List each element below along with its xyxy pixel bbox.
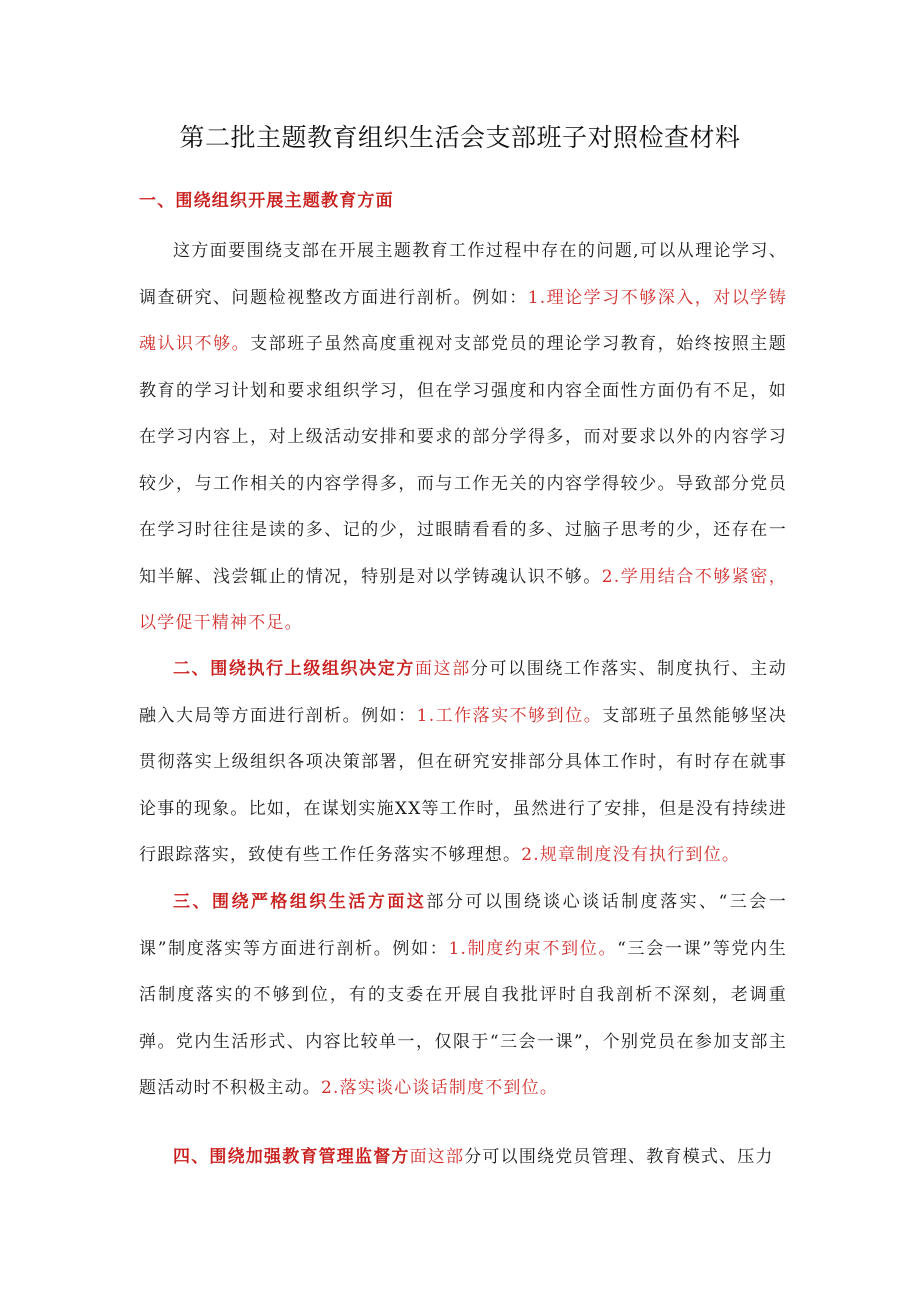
section-1-heading [139, 178, 787, 225]
section-2-point-1: 1.工作落实不够到位。 [416, 705, 603, 726]
section-1-point-2: 2.学用结合不够紧密，以学促干精神不足。 [139, 566, 788, 633]
section-3-paragraph [139, 879, 787, 1112]
section-4-heading: 四、围绕加强教育管理监督方 [173, 1147, 410, 1167]
section-3-text-a: 部分可以围绕谈心谈话制度落实、“三会一课”制度落实等方面进行剖析。例如： [139, 892, 787, 959]
section-2-heading-tail: 面这部 [415, 659, 471, 679]
section-2-heading: 二、围绕执行上级组织决定方 [173, 659, 416, 679]
section-1-text-b: 支部班子虽然高度重视对支部党员的理论学习教育，始终按照主题教育的学习计划和要求组织学习，但在学习强度和内容全面性方面仍有不足，如在学习内容上，对上级活动安排和要求的部分学得多，而对要求以外的内容学习较少，与工作相关的内容学得多，而与工作无关的内容学得较少。导致部分党员在学习时往往是读的多、记的少，过眼睛看看的多、过脑子思考的少，还存在一知半解、浅尝辄止的情况，特别是对以学铸魂认识不够。 [139, 334, 787, 587]
document-title: 第二批主题教育组织生活会支部班子对照检查材料 [179, 123, 741, 152]
section-2-point-2: 2.规章制度没有执行到位。 [521, 845, 741, 865]
section-1-paragraph [139, 228, 787, 647]
section-1-point-1: 1.理论学习不够深入，对以学铸魂认识不够。 [139, 287, 787, 354]
section-4-paragraph [139, 1134, 787, 1181]
section-2-paragraph [139, 646, 787, 879]
section-3-point-1: 1.制度约束不到位。 [448, 938, 618, 959]
section-3-point-2: 2.落实谈心谈话制度不到位。 [321, 1078, 559, 1098]
section-4-text-a: 分可以围绕党员管理、教育模式、压力 [464, 1147, 774, 1167]
section-1-text-a: 这方面要围绕支部在开展主题教育工作过程中存在的问题,可以从理论学习、调查研究、问题检视整改方面进行剖析。例如： [139, 241, 787, 308]
section-4-heading-tail: 面这部 [409, 1147, 465, 1167]
section-3-heading: 三、围绕严格组织生活方面这 [173, 892, 427, 912]
section-3-text-b: “三会一课”等党内生活制度落实的不够到位，有的支委在开展自我批评时自我剖析不深刻，老调重弹。党内生活形式、内容比较单一，仅限于“三会一课”，个别党员在参加支部主题活动时不积极主动。 [139, 938, 787, 1098]
section-2-text-b: 支部班子虽然能够坚决贯彻落实上级组织各项决策部署，但在研究安排部分具体工作时，有时存在就事论事的现象。比如，在谋划实施XX等工作时，虽然进行了安排，但是没有持续进行跟踪落实，致使有些工作任务落实不够理想。 [139, 705, 788, 865]
section-1-heading-text: 一、围绕组织开展主题教育方面 [139, 191, 394, 211]
section-2-text-a: 分可以围绕工作落实、制度执行、主动融入大局等方面进行剖析。例如： [139, 659, 787, 726]
